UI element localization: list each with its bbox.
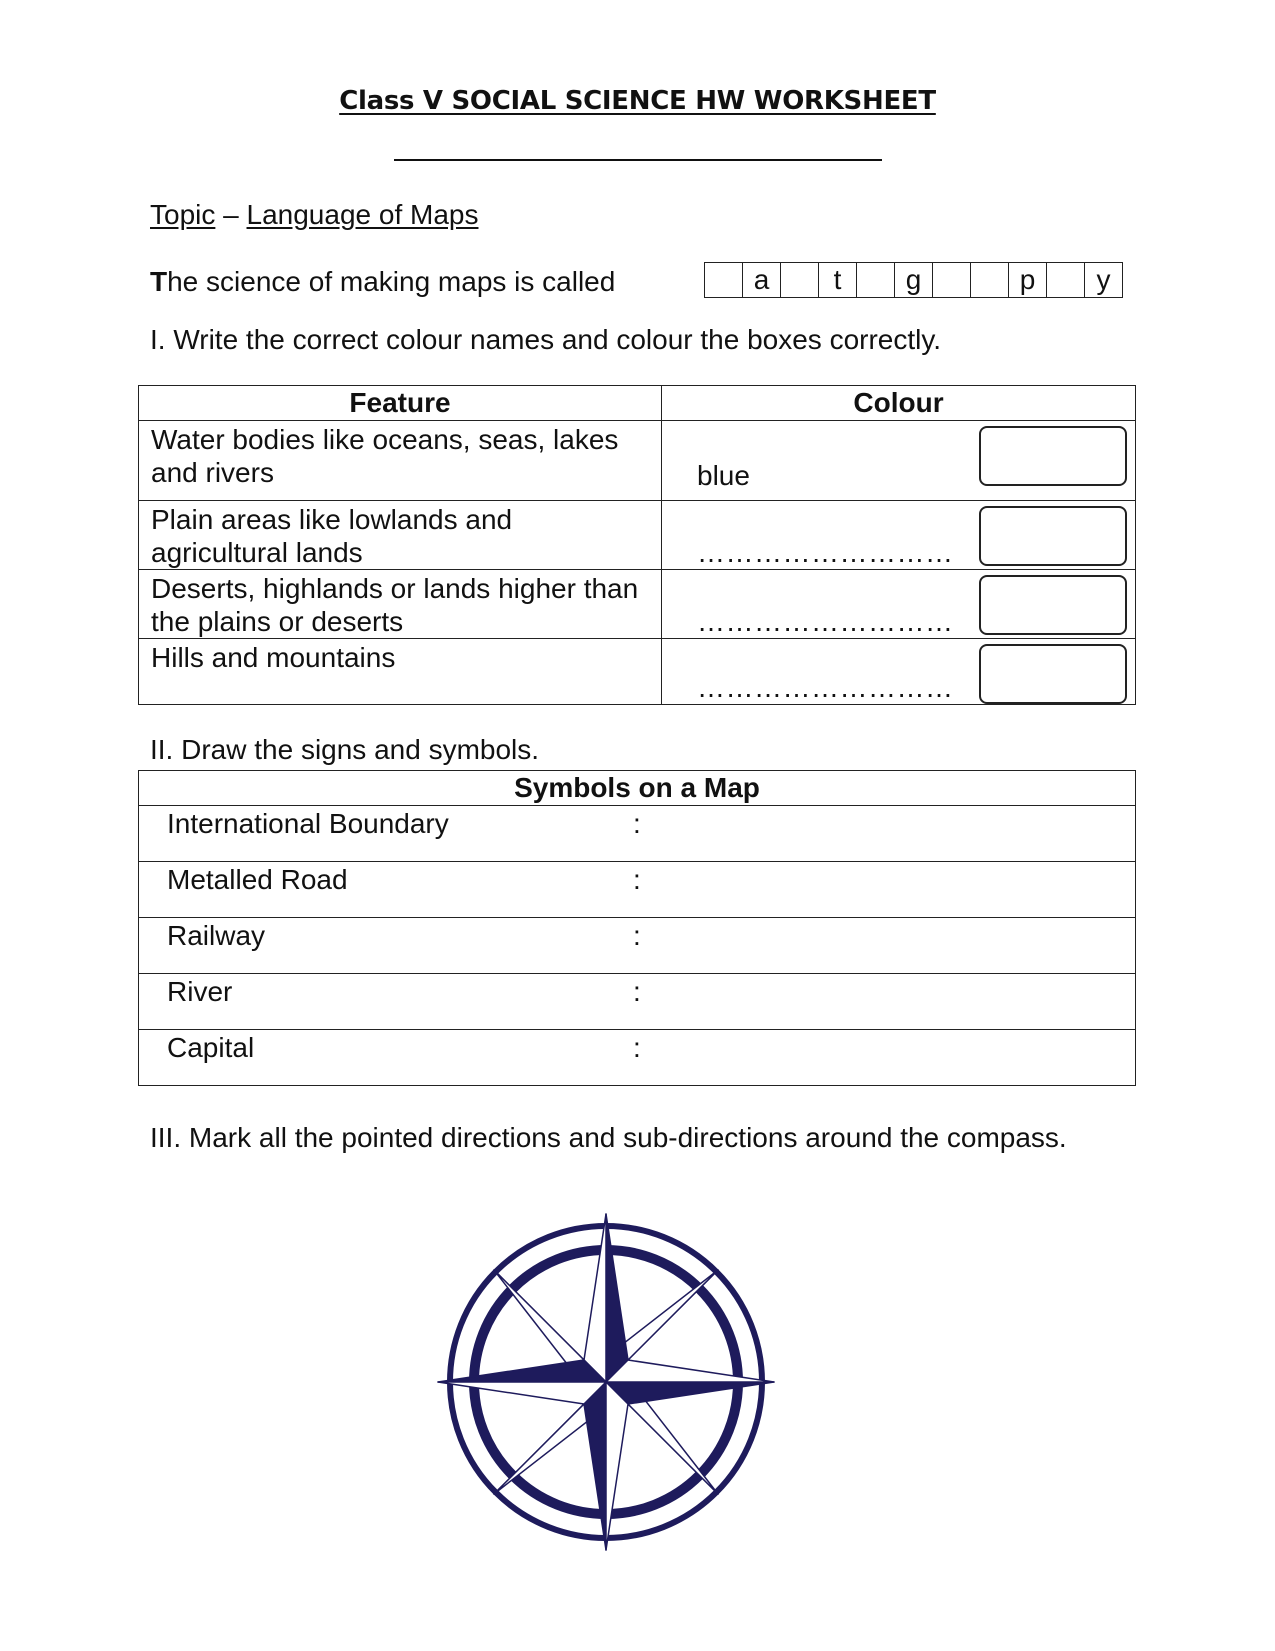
table-row [139,639,1136,705]
table-row [139,918,1136,974]
colour-swatch-box[interactable] [979,426,1127,486]
title-divider [394,159,882,161]
letter-box[interactable] [781,263,819,297]
symbol-row[interactable] [139,862,1136,918]
feature-header: Feature [139,386,662,421]
table-row [139,421,1136,501]
symbol-colon: : [633,808,641,839]
letter-box[interactable]: g [895,263,933,297]
topic-label: Topic [150,199,216,230]
topic-name: Language of Maps [246,199,479,230]
letter-box[interactable] [933,263,971,297]
colour-cell [662,639,1136,705]
section2-heading: II. Draw the signs and symbols. [150,734,540,765]
symbols-table-title: Symbols on a Map [139,771,1136,806]
symbol-colon: : [633,864,641,895]
feature-cell: Plain areas like lowlands and agricultural lands [139,501,662,570]
letter-box[interactable]: t [819,263,857,297]
colour-cell [662,570,1136,639]
science-question [150,266,615,298]
section1-heading: I. Write the correct colour names and colour the boxes correctly. [150,324,942,355]
symbols-table [138,770,1136,1086]
colour-swatch-box[interactable] [979,575,1127,635]
table-row [139,501,1136,570]
topic-line [150,199,478,231]
colour-answer: blue [697,460,750,491]
colour-cell [662,501,1136,570]
symbol-label: Railway [167,920,266,951]
symbol-row[interactable] [139,806,1136,862]
letter-box[interactable] [971,263,1009,297]
colour-table-header [139,386,1136,421]
colour-cell [662,421,1136,501]
colour-answer-blank[interactable]: ……………………… [697,672,954,703]
colour-answer-blank[interactable]: ……………………… [697,606,954,637]
colour-swatch-box[interactable] [979,644,1127,704]
science-question-text: he science of making maps is called [167,266,616,297]
answer-letter-boxes [704,262,1123,298]
symbol-label: International Boundary [167,808,449,839]
table-row [139,806,1136,862]
symbol-label: River [167,976,233,1007]
colour-table [138,385,1136,705]
table-row [139,974,1136,1030]
feature-cell: Water bodies like oceans, seas, lakes and rivers [139,421,662,501]
table-row [139,570,1136,639]
letter-box[interactable] [705,263,743,297]
table-row [139,862,1136,918]
science-question-first-letter: T [150,266,168,297]
compass-rose-svg [436,1212,776,1552]
symbols-table-header [139,771,1136,806]
topic-dash: – [215,199,247,230]
letter-box[interactable]: a [743,263,781,297]
letter-box[interactable]: y [1085,263,1123,297]
letter-box[interactable] [857,263,895,297]
symbol-colon: : [633,976,641,1007]
compass-rose-icon [436,1212,776,1557]
symbol-row[interactable] [139,1030,1136,1086]
compass-cardinal-points [438,1214,774,1550]
colour-swatch-box[interactable] [979,506,1127,566]
colour-answer-blank[interactable]: ……………………… [697,537,954,568]
letter-box[interactable]: p [1009,263,1047,297]
table-row [139,1030,1136,1086]
colour-header: Colour [662,386,1136,421]
symbol-row[interactable] [139,974,1136,1030]
section3-heading: III. Mark all the pointed directions and sub-directions around the compass. [150,1122,1067,1153]
worksheet-title: Class V SOCIAL SCIENCE HW WORKSHEET [339,86,936,116]
symbol-label: Metalled Road [167,864,348,895]
symbol-colon: : [633,920,641,951]
letter-box[interactable] [1047,263,1085,297]
symbol-label: Capital [167,1032,255,1063]
symbol-colon: : [633,1032,641,1063]
feature-cell: Deserts, highlands or lands higher than the plains or deserts [139,570,662,639]
feature-cell: Hills and mountains [139,639,662,705]
symbol-row[interactable] [139,918,1136,974]
